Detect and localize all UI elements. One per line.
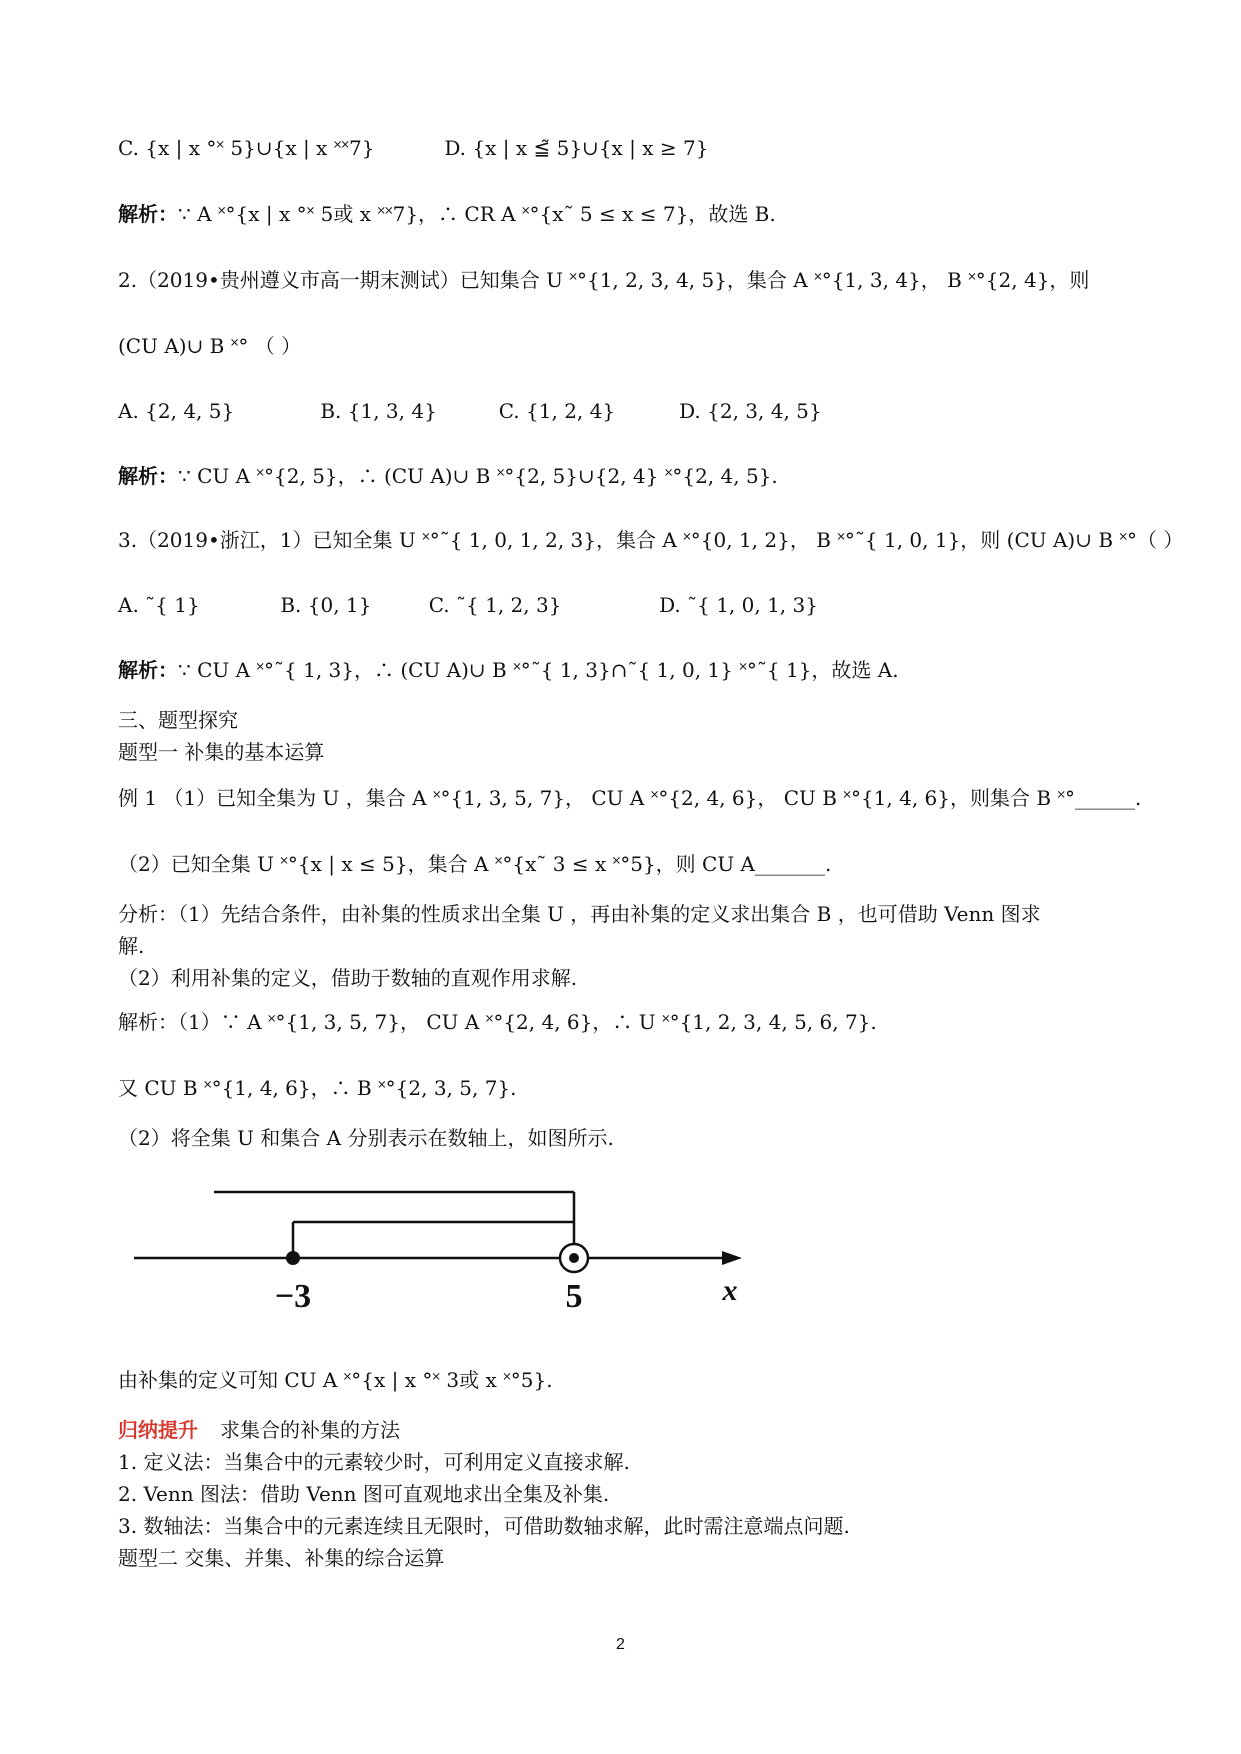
solution-label: 解析： xyxy=(118,464,178,488)
example-1-part2: （2）已知全集 U ˟°{x | x ≤ 5}，集合 A ˟°{x˜ 3 ≤ x ˟°5}，则 CU A_______. xyxy=(118,852,832,876)
solution-text: ∵ CU A ˟°˜{ 1, 3}，∴ (CU A)∪ B ˟°˜{ 1, 3}∩˜{ 1, 0, 1} ˟°˜{ 1}，故选 A. xyxy=(178,658,899,682)
closed-point-neg3 xyxy=(286,1251,300,1265)
solution-text: ∵ CU A ˟°{2, 5}，∴ (CU A)∪ B ˟°{2, 5}∪{2, 4} ˟°{2, 4, 5}. xyxy=(178,464,778,488)
example-solution-line3: （2）将全集 U 和集合 A 分别表示在数轴上，如图所示. xyxy=(118,1126,614,1150)
q3-option-d: D. ˜{ 1, 0, 1, 3} xyxy=(659,593,818,617)
number-line-figure xyxy=(118,1180,758,1330)
mc1-option-c: C. {x | x °˟ 5}∪{x | x ˟˟7} xyxy=(118,136,375,160)
page-number: 2 xyxy=(616,1636,625,1653)
solution-label: 解析： xyxy=(118,202,178,226)
summary-item-3: 3. 数轴法：当集合中的元素连续且无限时，可借助数轴求解，此时需注意端点问题. xyxy=(118,1514,850,1538)
summary-item-2: 2. Venn 图法：借助 Venn 图可直观地求出全集及补集. xyxy=(118,1482,610,1506)
closed-point-5 xyxy=(569,1253,579,1263)
q3-option-c: C. ˜{ 1, 2, 3} xyxy=(428,593,562,617)
summary-subtitle: 求集合的补集的方法 xyxy=(220,1418,400,1442)
solution-1 xyxy=(118,202,776,226)
question-2-stem-line2: (CU A)∪ B ˟° （ ） xyxy=(118,334,302,358)
q3-option-a: A. ˜{ 1} xyxy=(118,593,200,617)
conclusion: 由补集的定义可知 CU A ˟°{x | x °˟ 3或 x ˟°5}. xyxy=(118,1368,553,1392)
solution-label: 解析： xyxy=(118,658,178,682)
question-3-stem: 3.（2019•浙江，1）已知全集 U ˟°˜{ 1, 0, 1, 2, 3}，集合 A ˟°{0, 1, 2}， B ˟°˜{ 1, 0, 1}，则 (CU A)∪ B ˟°（ ） xyxy=(118,528,1184,552)
question-type-1: 题型一 补集的基本运算 xyxy=(118,740,325,764)
mc1-options xyxy=(118,136,708,160)
q2-option-d: D. {2, 3, 4, 5} xyxy=(679,399,822,423)
example-solution-line1: 解析：（1）∵ A ˟°{1, 3, 5, 7}， CU A ˟°{2, 4, 6}，∴ U ˟°{1, 2, 3, 4, 5, 6, 7}. xyxy=(118,1010,877,1034)
axis-arrow-icon xyxy=(722,1251,742,1265)
label-5: 5 xyxy=(565,1278,583,1315)
example-1-part1: 例 1 （1）已知全集为 U ，集合 A ˟°{1, 3, 5, 7}， CU A ˟°{2, 4, 6}， CU B ˟°{1, 4, 6}，则集合 B ˟°______. xyxy=(118,786,1142,810)
label-x: x xyxy=(722,1274,738,1307)
analysis-line1: 分析：（1）先结合条件，由补集的性质求出全集 U ，再由补集的定义求出集合 B ，也可借助 Venn 图求 xyxy=(118,902,1041,926)
mc1-option-d: D. {x | x ≦̃ 5}∪{x | x ≥ 7} xyxy=(444,136,709,160)
label-neg3: −3 xyxy=(274,1278,312,1315)
solution-3 xyxy=(118,658,899,682)
q3-option-b: B. {0, 1} xyxy=(280,593,372,617)
solution-2 xyxy=(118,464,778,488)
summary-item-1: 1. 定义法：当集合中的元素较少时，可利用定义直接求解. xyxy=(118,1450,630,1474)
summary-heading xyxy=(118,1418,400,1442)
summary-title: 归纳提升 xyxy=(118,1418,198,1442)
example-solution-line2: 又 CU B ˟°{1, 4, 6}，∴ B ˟°{2, 3, 5, 7}. xyxy=(118,1076,517,1100)
question-2-stem-line1: 2.（2019•贵州遵义市高一期末测试）已知集合 U ˟°{1, 2, 3, 4, 5}，集合 A ˟°{1, 3, 4}， B ˟°{2, 4}，则 xyxy=(118,268,1090,292)
analysis-line3: （2）利用补集的定义，借助于数轴的直观作用求解. xyxy=(118,966,578,990)
q2-option-a: A. {2, 4, 5} xyxy=(118,399,235,423)
section-heading: 三、题型探究 xyxy=(118,708,238,732)
q2-option-b: B. {1, 3, 4} xyxy=(320,399,437,423)
analysis-line2: 解. xyxy=(118,934,145,958)
question-3-options xyxy=(118,593,818,617)
q2-option-c: C. {1, 2, 4} xyxy=(498,399,616,423)
question-type-2: 题型二 交集、并集、补集的综合运算 xyxy=(118,1546,445,1570)
solution-text: ∵ A ˟°{x | x °˟ 5或 x ˟˟7}，∴ CR A ˟°{x˜ 5 ≤ x ≤ 7}，故选 B. xyxy=(178,202,776,226)
question-2-options xyxy=(118,399,822,423)
